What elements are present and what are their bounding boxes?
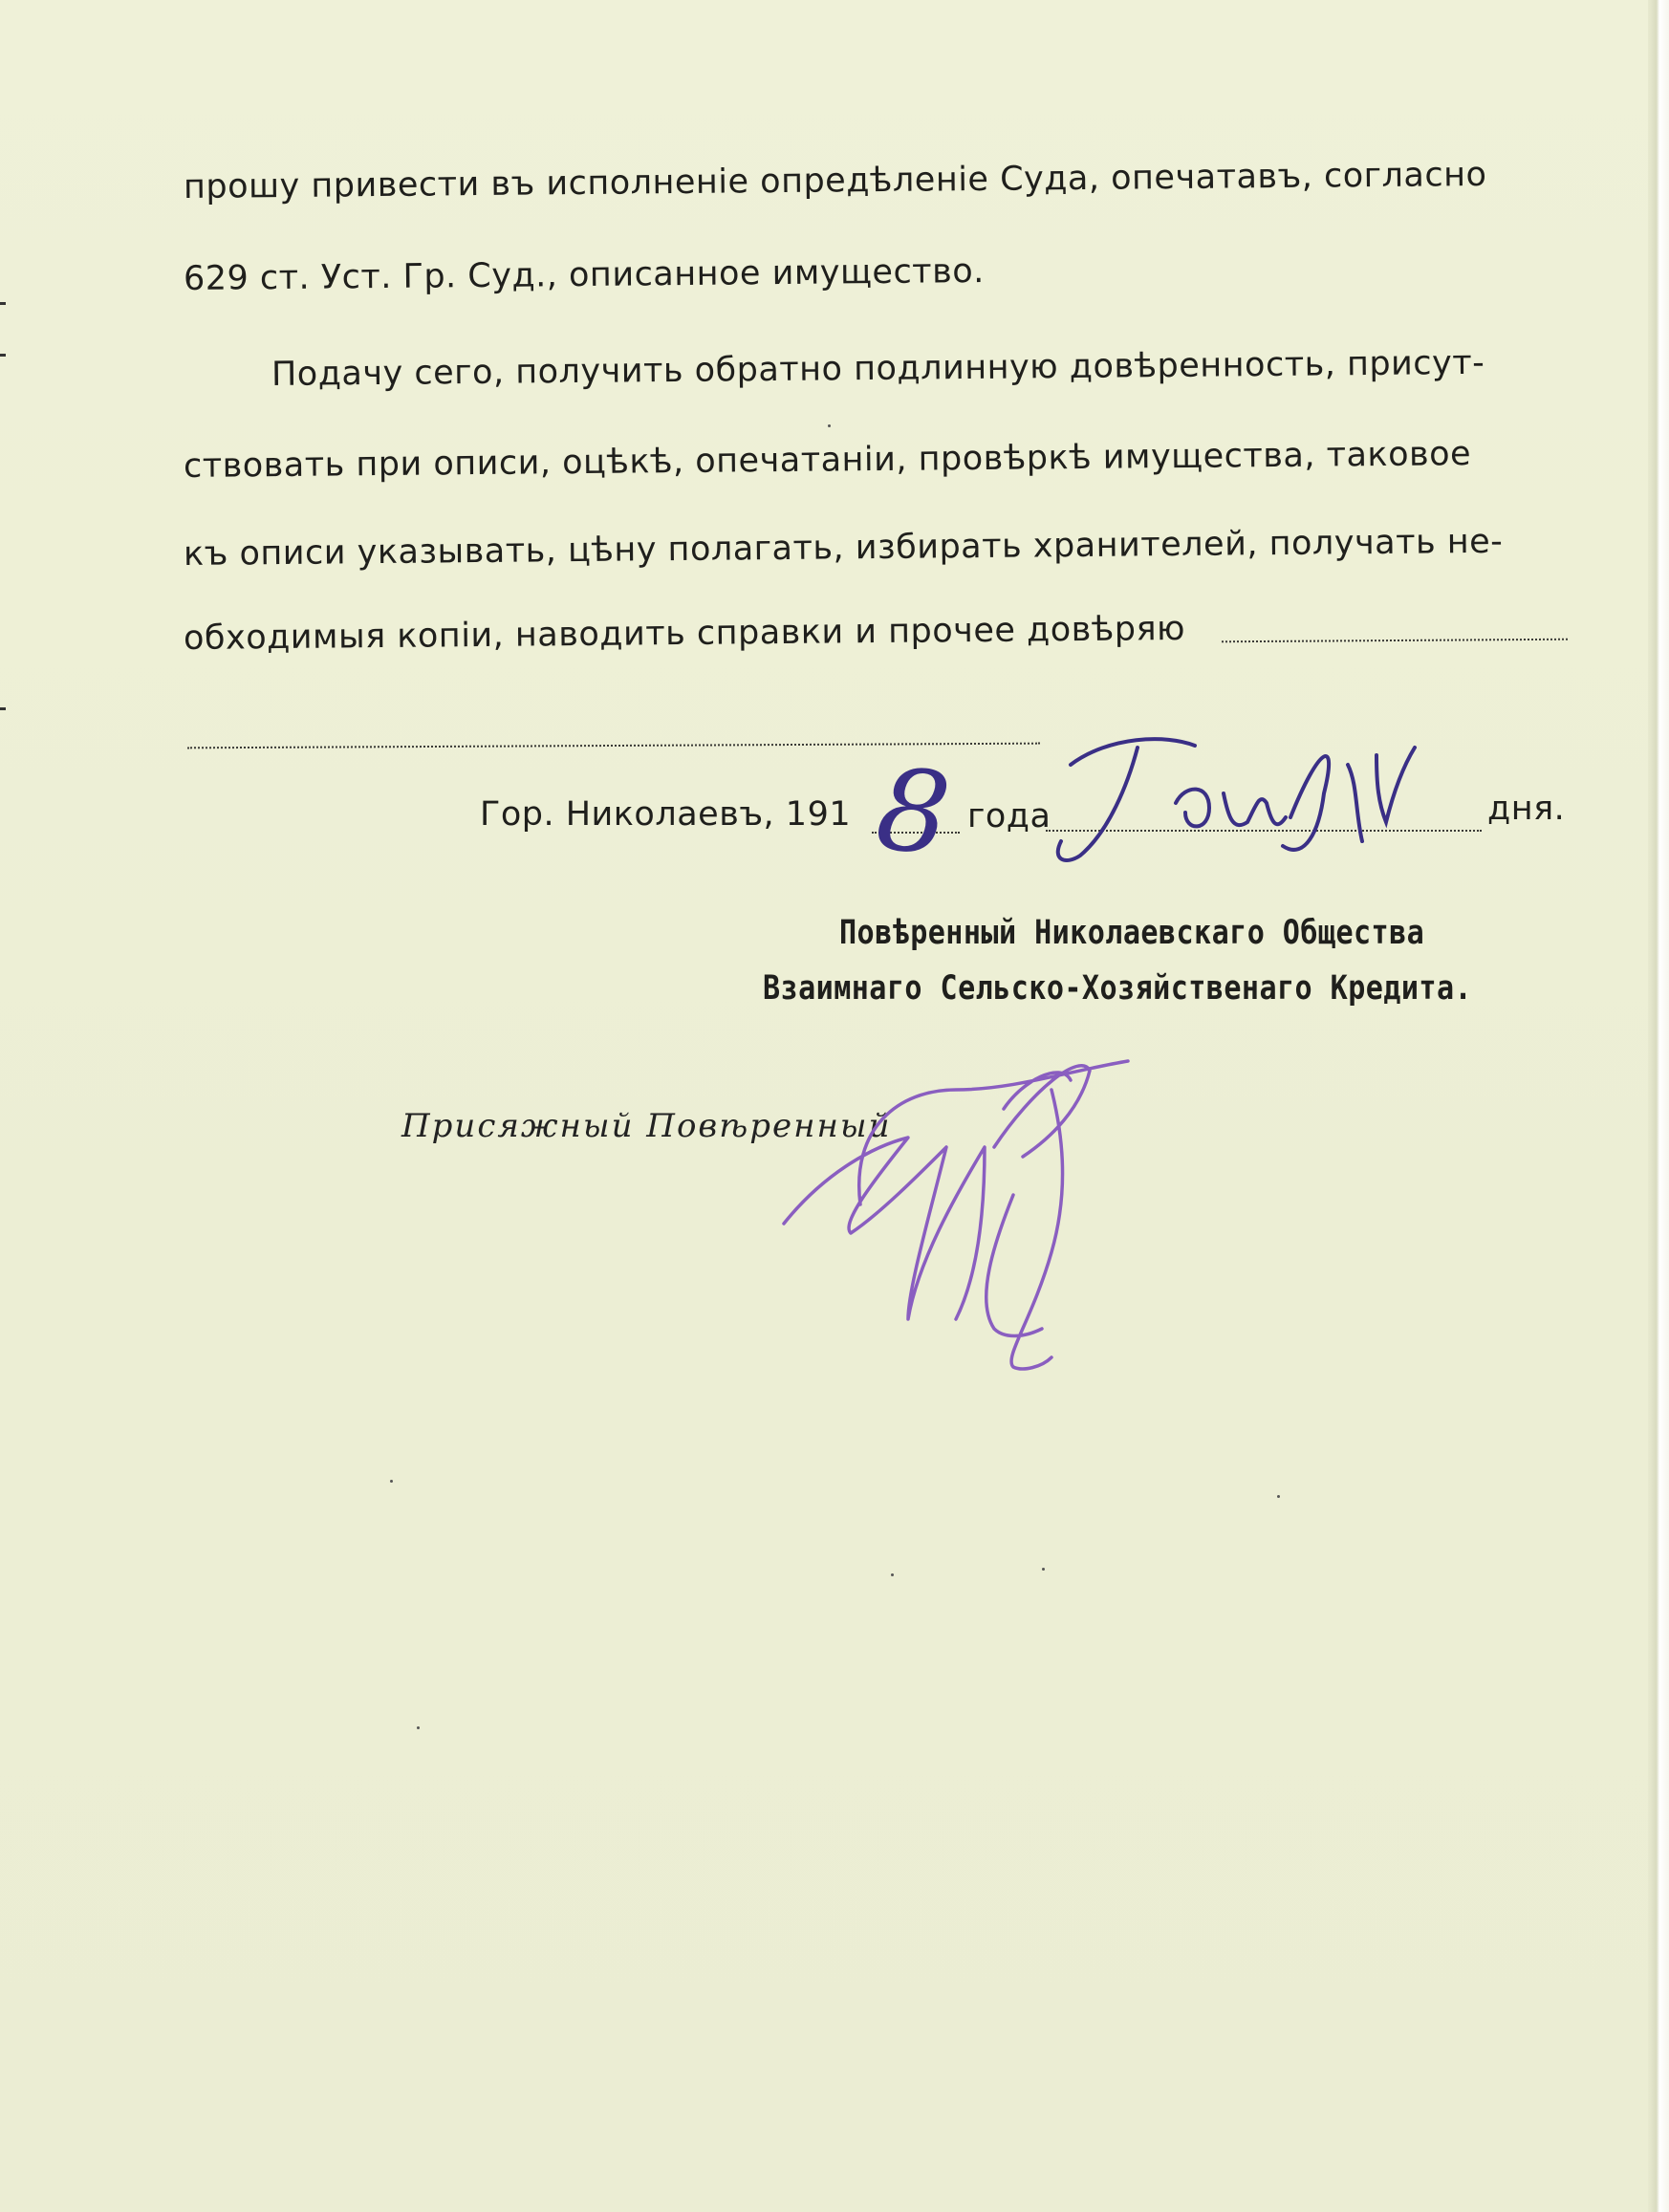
body-line-5: къ описи указывать, цѣну полагать, избирать хранителей, получать не- bbox=[183, 522, 1504, 574]
signer-title-line-1: Повѣренный Николаевскаго Общества bbox=[839, 914, 1425, 952]
body-line-3: Подачу сего, получить обратно подлинную довѣренность, присут- bbox=[271, 343, 1485, 394]
date-city-year: Гор. Николаевъ, 191 bbox=[480, 795, 852, 834]
body-line-1: прошу привести въ исполненіе опредѣленіе Суда, опечатавъ, согласно bbox=[183, 155, 1487, 206]
paper-speck bbox=[1042, 1568, 1045, 1571]
body-line-6: обходимыя копіи, наводить справки и прочее довѣряю bbox=[183, 609, 1186, 658]
handwritten-date-scrawl bbox=[1032, 726, 1453, 870]
paper-speck bbox=[891, 1573, 894, 1576]
paper-speck bbox=[1277, 1495, 1280, 1498]
handwritten-year-digit: 8 bbox=[870, 742, 957, 881]
attorney-label: Присяжный Повѣренный bbox=[401, 1107, 892, 1145]
body-line-4: ствовать при описи, оцѣкѣ, опечатаніи, провѣркѣ имущества, таковое bbox=[183, 435, 1472, 486]
page-edge bbox=[1648, 0, 1669, 2212]
handwritten-signature bbox=[765, 1032, 1166, 1396]
body-line-2: 629 ст. Уст. Гр. Суд., описанное имущество. bbox=[183, 251, 985, 298]
date-year-word: года bbox=[967, 797, 1051, 835]
trailing-dotted-line bbox=[1222, 639, 1568, 643]
margin-marks bbox=[0, 296, 10, 726]
paper-speck bbox=[417, 1726, 420, 1729]
paper-speck bbox=[828, 424, 831, 427]
date-day-word: дня. bbox=[1487, 790, 1566, 828]
paper-speck bbox=[390, 1480, 393, 1483]
signer-title-line-2: Взаимнаго Сельско-Хозяйственаго Кредита. bbox=[763, 969, 1473, 1008]
